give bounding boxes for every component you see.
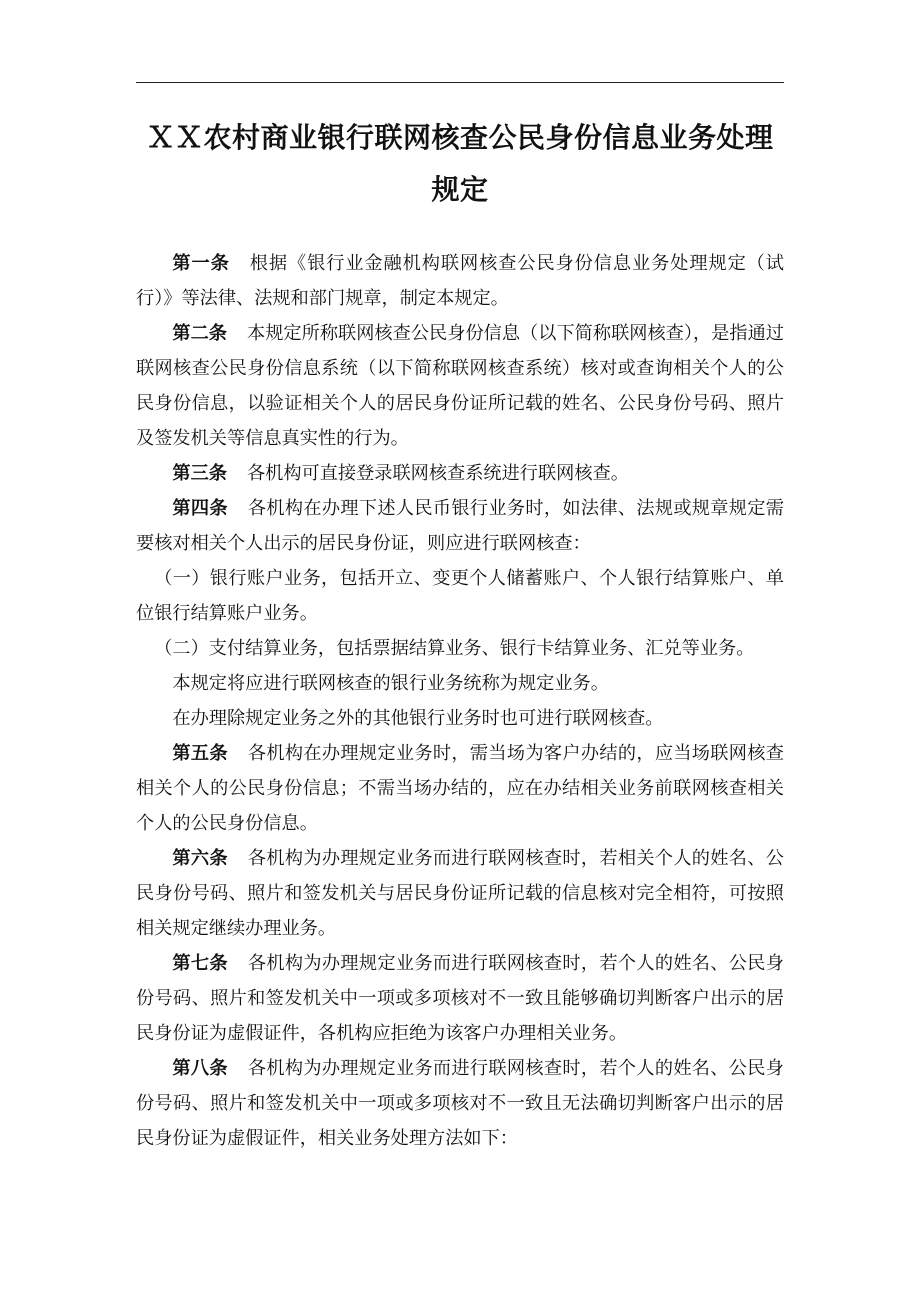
- article-3: [136, 456, 784, 491]
- clause-1: [136, 561, 784, 631]
- article-7: [136, 946, 784, 1051]
- article-number: 第七条: [172, 953, 228, 974]
- article-2: [136, 316, 784, 456]
- article-text: 本规定所称联网核查公民身份信息（以下简称联网核查），是指通过联网核查公民身份信息系统（以下简称联网核查系统）核对或查询相关个人的公民身份信息，以验证相关个人的居民身份证所记载的姓名、公民身份号码、照片及签发机关等信息真实性的行为。: [136, 323, 784, 449]
- article-number: 第八条: [172, 1058, 228, 1079]
- article-number: 第四条: [172, 498, 228, 519]
- article-4: [136, 491, 784, 561]
- header-rule: [136, 82, 784, 83]
- article-text: 根据《银行业金融机构联网核查公民身份信息业务处理规定（试行）》等法律、法规和部门规章，制定本规定。: [136, 253, 784, 309]
- article-number: 第五条: [172, 743, 228, 764]
- paragraph-note-1: [136, 666, 784, 701]
- paragraph-note-2: [136, 701, 784, 736]
- article-5: [136, 736, 784, 841]
- article-text: 各机构在办理规定业务时，需当场为客户办结的，应当场联网核查相关个人的公民身份信息；不需当场办结的，应在办结相关业务前联网核查相关个人的公民身份信息。: [136, 743, 784, 834]
- article-text: 各机构为办理规定业务而进行联网核查时，若个人的姓名、公民身份号码、照片和签发机关中一项或多项核对不一致且无法确切判断客户出示的居民身份证为虚假证件，相关业务处理方法如下：: [136, 1058, 784, 1149]
- clause-text: （一）银行账户业务，包括开立、变更个人储蓄账户、个人银行结算账户、单位银行结算账户业务。: [136, 568, 784, 624]
- document-body: [136, 246, 784, 1156]
- article-text: 各机构为办理规定业务而进行联网核查时，若个人的姓名、公民身份号码、照片和签发机关中一项或多项核对不一致且能够确切判断客户出示的居民身份证为虚假证件，各机构应拒绝为该客户办理相关业务。: [136, 953, 784, 1044]
- title-line-1: ＸＸ农村商业银行联网核查公民身份信息业务处理: [146, 121, 774, 154]
- clause-text: （二）支付结算业务，包括票据结算业务、银行卡结算业务、汇兑等业务。: [154, 638, 755, 659]
- article-number: 第六条: [172, 848, 228, 869]
- title-line-2: 规定: [431, 173, 489, 206]
- paragraph-text: 本规定将应进行联网核查的银行业务统称为规定业务。: [172, 673, 609, 694]
- document-title: [136, 112, 784, 216]
- article-text: 各机构在办理下述人民币银行业务时，如法律、法规或规章规定需要核对相关个人出示的居民身份证，则应进行联网核查：: [136, 498, 784, 554]
- article-number: 第一条: [172, 253, 230, 274]
- article-text: 各机构为办理规定业务而进行联网核查时，若相关个人的姓名、公民身份号码、照片和签发机关与居民身份证所记载的信息核对完全相符，可按照相关规定继续办理业务。: [136, 848, 784, 939]
- clause-2: [136, 631, 784, 666]
- article-1: [136, 246, 784, 316]
- article-text: 各机构可直接登录联网核查系统进行联网核查。: [246, 463, 629, 484]
- article-number: 第三条: [172, 463, 227, 484]
- article-6: [136, 841, 784, 946]
- paragraph-text: 在办理除规定业务之外的其他银行业务时也可进行联网核查。: [172, 708, 664, 729]
- article-8: [136, 1051, 784, 1156]
- article-number: 第二条: [172, 323, 227, 344]
